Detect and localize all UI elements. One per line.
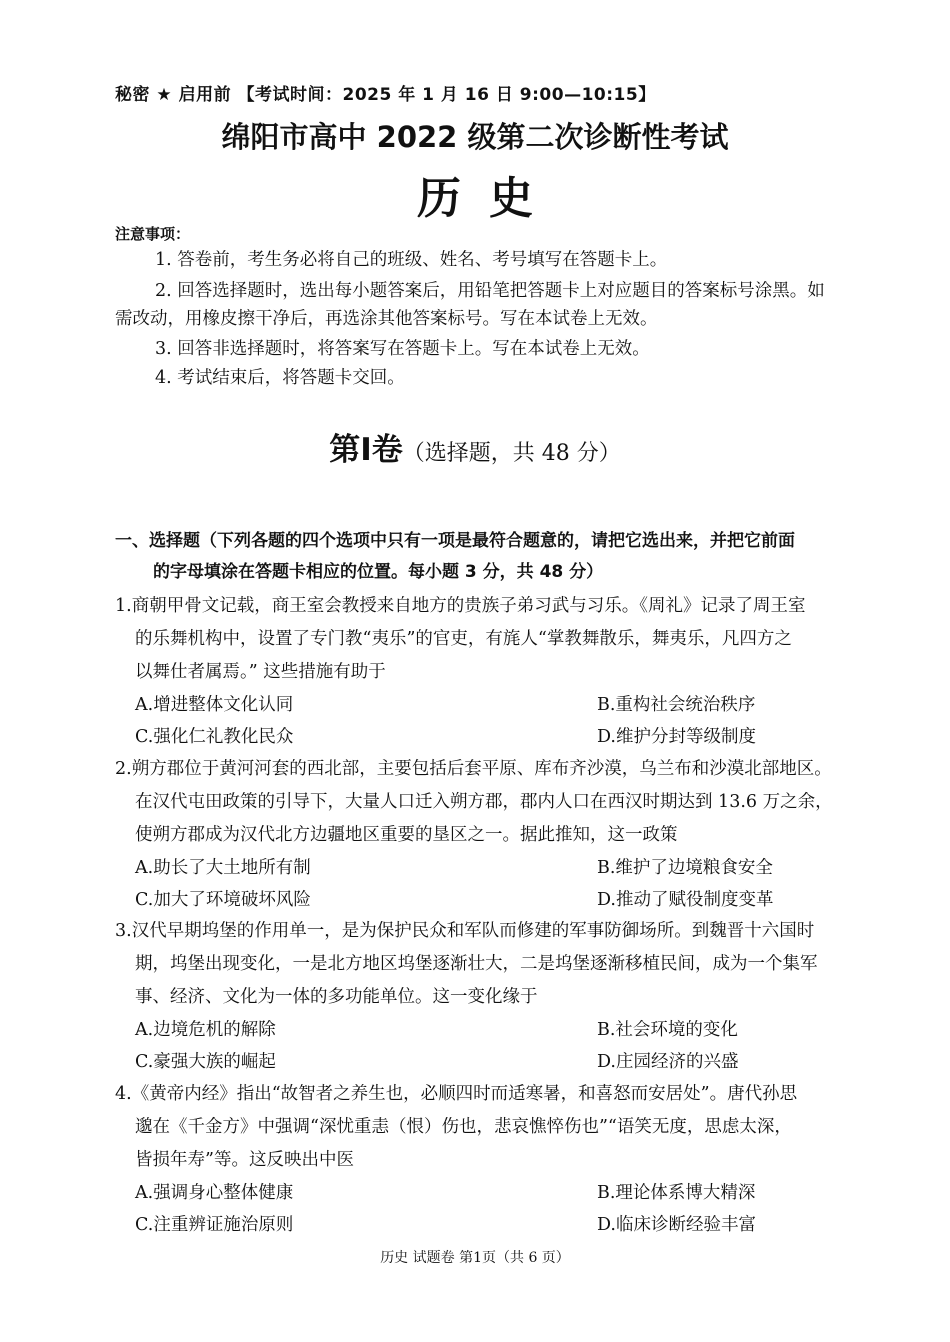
option-d: D.推动了赋役制度变革 — [597, 890, 774, 910]
subject-title: 历史 — [417, 173, 561, 224]
page-footer: 历史 试题卷 第1页（共 6 页） — [380, 1250, 570, 1266]
notice-item-3: 3. 回答非选择题时，将答案写在答题卡上。写在本试卷上无效。 — [155, 339, 650, 359]
option-d: D.维护分封等级制度 — [597, 727, 756, 747]
question-text-line: 皆损年寿”等。这反映出中医 — [135, 1150, 354, 1170]
option-row — [115, 1209, 945, 1241]
question-1 — [115, 590, 945, 753]
question-text-line: 使朔方郡成为汉代北方边疆地区重要的垦区之一。据此推知，这一政策 — [135, 825, 678, 845]
question-3 — [115, 915, 945, 1078]
notice-item-1: 1. 答卷前，考生务必将自己的班级、姓名、考号填写在答题卡上。 — [155, 250, 668, 270]
notice-heading: 注意事项： — [115, 225, 191, 243]
option-a: A.边境危机的解除 — [135, 1020, 276, 1040]
question-4 — [115, 1078, 945, 1241]
question-text-line: 1.商朝甲骨文记载，商王室会教授来自地方的贵族子弟习武与习乐。《周礼》记录了周王室 — [115, 596, 806, 616]
question-2 — [115, 753, 945, 916]
option-d: D.临床诊断经验丰富 — [597, 1215, 756, 1235]
notice-item-2-cont: 需改动，用橡皮擦干净后，再选涂其他答案标号。写在本试卷上无效。 — [115, 309, 658, 329]
question-text-line: 4.《黄帝内经》指出“故智者之养生也，必顺四时而适寒暑，和喜怒而安居处”。唐代孙思 — [115, 1084, 798, 1104]
section-title-sub: （选择题，共 48 分） — [402, 441, 621, 466]
part-one-line-2: 的字母填涂在答题卡相应的位置。每小题 3 分，共 48 分） — [153, 562, 604, 582]
option-c: C.注重辨证施治原则 — [135, 1215, 294, 1235]
option-row — [115, 721, 945, 753]
confidential-exam-time: 秘密 ★ 启用前 【考试时间：2025 年 1 月 16 日 9:00—10:15】 — [115, 85, 656, 105]
question-text-line: 期，坞堡出现变化，一是北方地区坞堡逐渐壮大，二是坞堡逐渐移植民间，成为一个集军 — [135, 954, 818, 974]
option-c: C.豪强大族的崛起 — [135, 1052, 276, 1072]
option-b: B.社会环境的变化 — [597, 1020, 738, 1040]
option-b: B.维护了边境粮食安全 — [597, 858, 773, 878]
question-text-line: 2.朔方郡位于黄河河套的西北部，主要包括后套平原、库布齐沙漠，乌兰布和沙漠北部地区。 — [115, 759, 832, 779]
question-text-line: 事、经济、文化为一体的多功能单位。这一变化缘于 — [135, 987, 538, 1007]
option-a: A.增进整体文化认同 — [135, 695, 294, 715]
option-row — [115, 884, 945, 916]
exam-title: 绵阳市高中 2022 级第二次诊断性考试 — [221, 120, 729, 154]
option-b: B.重构社会统治秩序 — [597, 695, 756, 715]
option-b: B.理论体系博大精深 — [597, 1183, 756, 1203]
section-title-main: 第Ⅰ卷 — [329, 432, 403, 468]
option-c: C.强化仁礼教化民众 — [135, 727, 294, 747]
question-text-line: 3.汉代早期坞堡的作用单一，是为保护民众和军队而修建的军事防御场所。到魏晋十六国时 — [115, 921, 815, 941]
part-one-instructions — [115, 526, 935, 588]
part-one-line-1: 一、选择题（下列各题的四个选项中只有一项是最符合题意的，请把它选出来，并把它前面 — [115, 531, 795, 551]
option-row — [115, 689, 945, 721]
option-d: D.庄园经济的兴盛 — [597, 1052, 739, 1072]
option-row — [115, 852, 945, 884]
notice-item-2: 2. 回答选择题时，选出每小题答案后，用铅笔把答题卡上对应题目的答案标号涂黑。如 — [155, 281, 825, 301]
option-row — [115, 1046, 945, 1078]
option-a: A.强调身心整体健康 — [135, 1183, 294, 1203]
notice-item-4: 4. 考试结束后，将答题卡交回。 — [155, 368, 405, 388]
question-text-line: 的乐舞机构中，设置了专门教“夷乐”的官吏，有旄人“掌教舞散乐，舞夷乐，凡四方之 — [135, 629, 792, 649]
option-a: A.助长了大土地所有制 — [135, 858, 311, 878]
question-text-line: 在汉代屯田政策的引导下，大量人口迁入朔方郡，郡内人口在西汉时期达到 13.6 万之余， — [135, 792, 833, 812]
option-row — [115, 1177, 945, 1209]
section-title — [0, 424, 950, 469]
option-c: C.加大了环境破坏风险 — [135, 890, 311, 910]
question-text-line: 邈在《千金方》中强调“深忧重恚（恨）伤也，悲哀憔悴伤也”“语笑无度，思虑太深， — [135, 1117, 792, 1137]
option-row — [115, 1014, 945, 1046]
question-text-line: 以舞仕者属焉。” 这些措施有助于 — [135, 662, 386, 682]
